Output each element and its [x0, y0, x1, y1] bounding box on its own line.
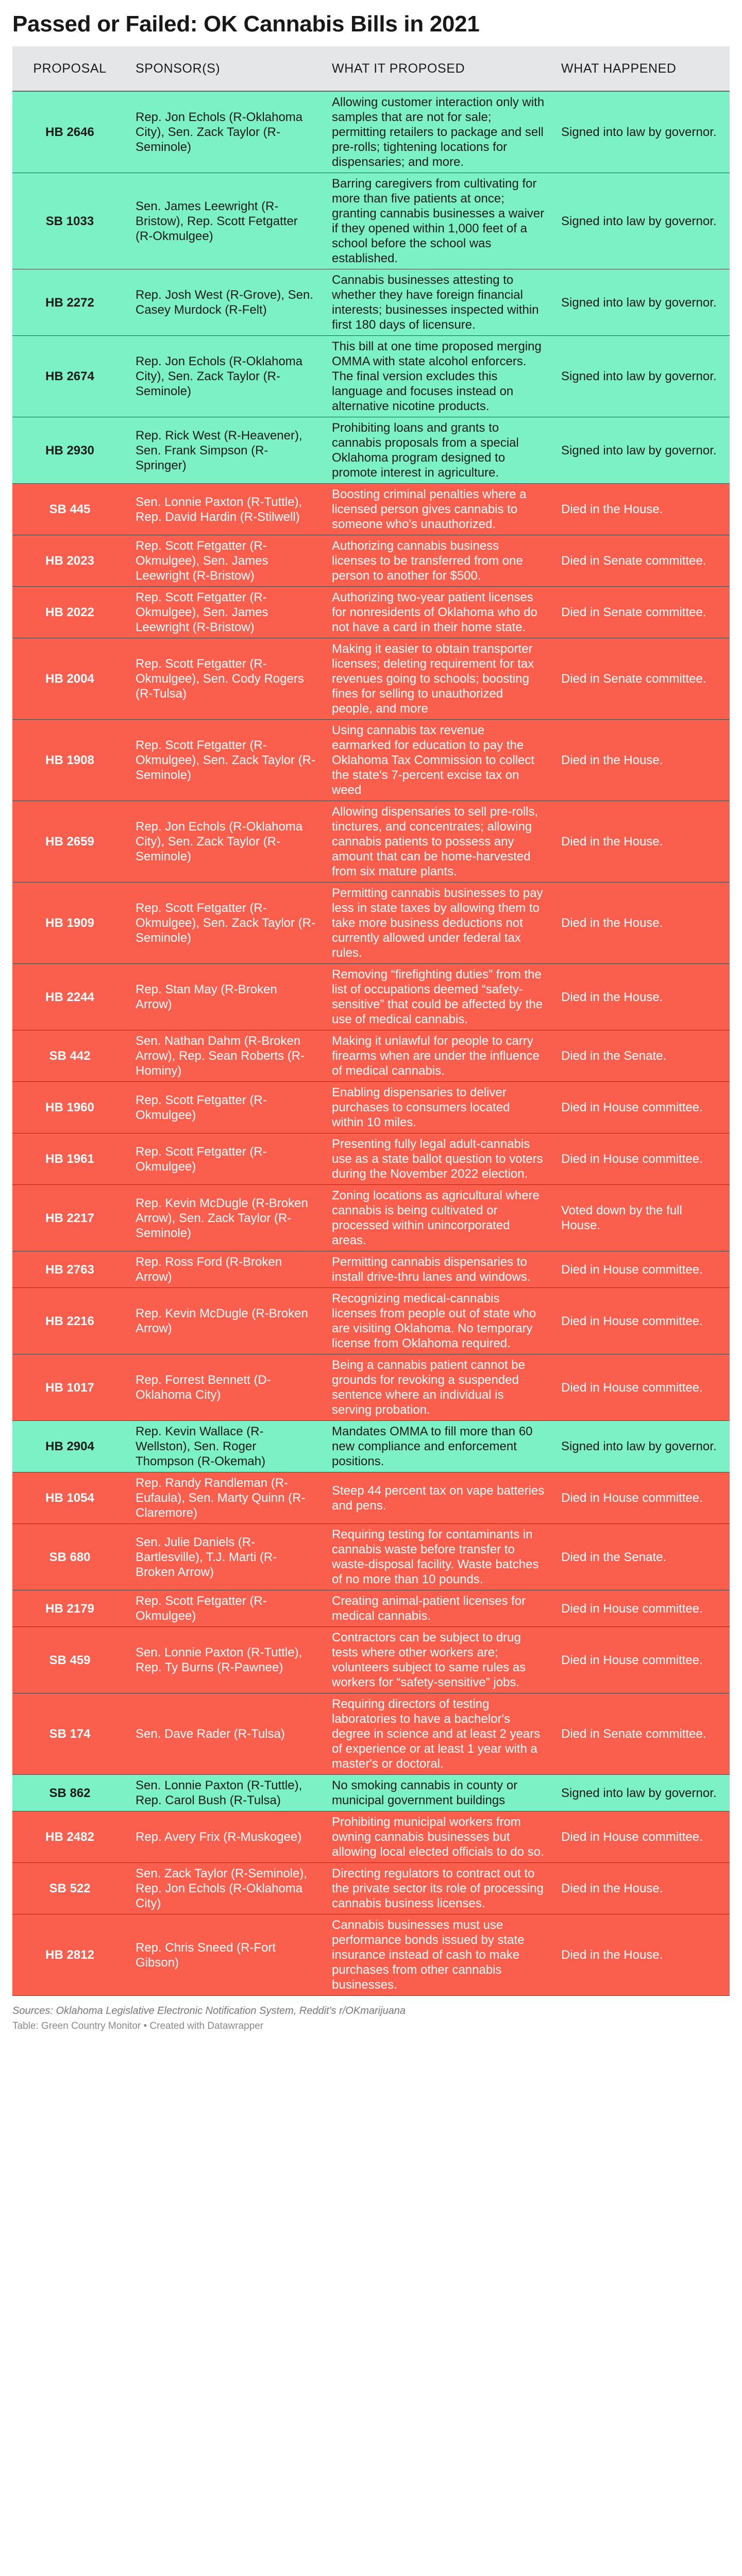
table-row — [12, 1185, 730, 1251]
cell-sponsors: Sen. Julie Daniels (R-Bartlesville), T.J. Marti (R-Broken Arrow) — [127, 1524, 324, 1590]
cell-outcome: Signed into law by governor. — [553, 173, 730, 269]
cell-proposal: HB 2930 — [12, 417, 127, 484]
table-row — [12, 1914, 730, 1996]
cell-outcome: Died in House committee. — [553, 1811, 730, 1863]
cell-proposal: HB 2482 — [12, 1811, 127, 1863]
cell-outcome: Died in House committee. — [553, 1354, 730, 1421]
header-row — [12, 46, 730, 91]
cell-proposal: SB 1033 — [12, 173, 127, 269]
table-row — [12, 484, 730, 535]
bills-table — [12, 46, 730, 1996]
table-body — [12, 91, 730, 1996]
cell-sponsors: Sen. Nathan Dahm (R-Broken Arrow), Rep. Sean Roberts (R-Hominy) — [127, 1030, 324, 1082]
table-row — [12, 1775, 730, 1811]
cell-proposed: Permitting cannabis dispensaries to install drive-thru lanes and windows. — [324, 1251, 553, 1288]
cell-sponsors: Rep. Scott Fetgatter (R-Okmulgee), Sen. James Leewright (R-Bristow) — [127, 535, 324, 587]
cell-sponsors: Rep. Scott Fetgatter (R-Okmulgee), Sen. Zack Taylor (R-Seminole) — [127, 883, 324, 964]
footer-sources: Sources: Oklahoma Legislative Electronic Notification System, Reddit's r/OKmarijuana — [12, 2005, 406, 2016]
cell-proposed: Cannabis businesses attesting to whether they have foreign financial interests; businesses inspected within first 180 days of licensure. — [324, 269, 553, 336]
table-row — [12, 1421, 730, 1472]
page-title: Passed or Failed: OK Cannabis Bills in 2021 — [12, 11, 480, 37]
table-row — [12, 1133, 730, 1185]
cell-proposed: Barring caregivers from cultivating for more than five patients at once; granting cannabis businesses a waiver if they opened within 1,000 feet of a school before the school was established. — [324, 173, 553, 269]
column-header-proposal[interactable]: PROPOSAL — [12, 46, 127, 91]
cell-sponsors: Sen. Lonnie Paxton (R-Tuttle), Rep. David Hardin (R-Stilwell) — [127, 484, 324, 535]
table-row — [12, 91, 730, 173]
table-row — [12, 1082, 730, 1133]
cell-sponsors: Rep. Scott Fetgatter (R-Okmulgee), Sen. Zack Taylor (R-Seminole) — [127, 720, 324, 801]
cell-sponsors: Rep. Chris Sneed (R-Fort Gibson) — [127, 1914, 324, 1996]
cell-outcome: Died in Senate committee. — [553, 638, 730, 720]
cell-proposed: Prohibiting loans and grants to cannabis proposals from a special Oklahoma program designed to promote interest in agriculture. — [324, 417, 553, 484]
cell-outcome: Voted down by the full House. — [553, 1185, 730, 1251]
cell-proposed: Contractors can be subject to drug tests where other workers are; volunteers subject to same rules as workers for “safety-sensitive” jobs. — [324, 1627, 553, 1693]
cell-sponsors: Rep. Forrest Bennett (D-Oklahoma City) — [127, 1354, 324, 1421]
table-row — [12, 720, 730, 801]
cell-proposal: SB 174 — [12, 1693, 127, 1775]
footer-credit: Table: Green Country Monitor • Created with Datawrapper — [12, 2021, 264, 2031]
cell-proposed: Making it unlawful for people to carry firearms when are under the influence of medical cannabis. — [324, 1030, 553, 1082]
cell-proposal: HB 1960 — [12, 1082, 127, 1133]
cell-proposed: Authorizing cannabis business licenses to be transferred from one person to another for $500. — [324, 535, 553, 587]
cell-proposed: Permitting cannabis businesses to pay less in state taxes by allowing them to take more business deductions not currently allowed under federal tax rules. — [324, 883, 553, 964]
table-row — [12, 1590, 730, 1627]
table-row — [12, 1627, 730, 1693]
table-row — [12, 801, 730, 883]
cell-sponsors: Rep. Scott Fetgatter (R-Okmulgee), Sen. Cody Rogers (R-Tulsa) — [127, 638, 324, 720]
cell-sponsors: Rep. Scott Fetgatter (R-Okmulgee) — [127, 1590, 324, 1627]
cell-sponsors: Rep. Stan May (R-Broken Arrow) — [127, 964, 324, 1030]
cell-proposal: HB 1017 — [12, 1354, 127, 1421]
cell-outcome: Signed into law by governor. — [553, 336, 730, 417]
cell-proposed: Requiring directors of testing laboratories to have a bachelor's degree in science and at least 2 years of experience or at least 1 year with a master's or doctoral. — [324, 1693, 553, 1775]
cell-sponsors: Sen. Dave Rader (R-Tulsa) — [127, 1693, 324, 1775]
cell-outcome: Signed into law by governor. — [553, 1775, 730, 1811]
cell-proposed: Steep 44 percent tax on vape batteries and pens. — [324, 1472, 553, 1524]
cell-outcome: Died in the House. — [553, 1863, 730, 1914]
cell-proposed: Presenting fully legal adult-cannabis use as a state ballot question to voters during the November 2022 election. — [324, 1133, 553, 1185]
cell-outcome: Died in the House. — [553, 484, 730, 535]
cell-outcome: Died in House committee. — [553, 1133, 730, 1185]
table-row — [12, 1524, 730, 1590]
cell-proposed: Boosting criminal penalties where a licensed person gives cannabis to someone who's unauthorized. — [324, 484, 553, 535]
cell-proposal: HB 2217 — [12, 1185, 127, 1251]
cell-proposed: Making it easier to obtain transporter licenses; deleting requirement for tax revenues going to schools; boosting fines for selling to unauthorized people, and more — [324, 638, 553, 720]
table-row — [12, 587, 730, 638]
table-row — [12, 1030, 730, 1082]
cell-proposal: HB 2659 — [12, 801, 127, 883]
cell-proposal: SB 445 — [12, 484, 127, 535]
cell-sponsors: Sen. James Leewright (R-Bristow), Rep. Scott Fetgatter (R-Okmulgee) — [127, 173, 324, 269]
cell-proposal: HB 2179 — [12, 1590, 127, 1627]
cell-sponsors: Rep. Scott Fetgatter (R-Okmulgee) — [127, 1133, 324, 1185]
cell-proposal: SB 680 — [12, 1524, 127, 1590]
cell-sponsors: Rep. Kevin McDugle (R-Broken Arrow), Sen. Zack Taylor (R-Seminole) — [127, 1185, 324, 1251]
cell-proposed: Removing “firefighting duties” from the list of occupations deemed “safety-sensitive” that could be affected by the use of medical cannabis. — [324, 964, 553, 1030]
cell-sponsors: Rep. Ross Ford (R-Broken Arrow) — [127, 1251, 324, 1288]
cell-proposed: Mandates OMMA to fill more than 60 new compliance and enforcement positions. — [324, 1421, 553, 1472]
cell-outcome: Died in the House. — [553, 801, 730, 883]
cell-proposed: Directing regulators to contract out to the private sector its role of processing cannabis business licenses. — [324, 1863, 553, 1914]
cell-proposed: No smoking cannabis in county or municipal government buildings — [324, 1775, 553, 1811]
cell-proposed: Cannabis businesses must use performance bonds issued by state insurance instead of cash to make purchases from other cannabis businesses. — [324, 1914, 553, 1996]
cell-sponsors: Sen. Zack Taylor (R-Seminole), Rep. Jon Echols (R-Oklahoma City) — [127, 1863, 324, 1914]
table-header — [12, 46, 730, 91]
cell-proposal: SB 862 — [12, 1775, 127, 1811]
cell-outcome: Died in House committee. — [553, 1590, 730, 1627]
table-row — [12, 535, 730, 587]
cell-outcome: Signed into law by governor. — [553, 417, 730, 484]
cell-outcome: Died in the Senate. — [553, 1030, 730, 1082]
cell-proposal: HB 2022 — [12, 587, 127, 638]
cell-outcome: Died in Senate committee. — [553, 1693, 730, 1775]
cell-sponsors: Rep. Randy Randleman (R-Eufaula), Sen. Marty Quinn (R-Claremore) — [127, 1472, 324, 1524]
cell-sponsors: Rep. Kevin McDugle (R-Broken Arrow) — [127, 1288, 324, 1354]
cell-sponsors: Rep. Jon Echols (R-Oklahoma City), Sen. Zack Taylor (R-Seminole) — [127, 801, 324, 883]
table-row — [12, 964, 730, 1030]
cell-outcome: Died in House committee. — [553, 1082, 730, 1133]
cell-proposal: SB 459 — [12, 1627, 127, 1693]
cell-proposal: HB 2244 — [12, 964, 127, 1030]
column-header-proposed[interactable]: WHAT IT PROPOSED — [324, 46, 553, 91]
table-row — [12, 173, 730, 269]
cell-proposed: Requiring testing for contaminants in cannabis waste before transfer to waste-disposal facility. Waste batches of no more than 10 pounds. — [324, 1524, 553, 1590]
cell-proposed: Recognizing medical-cannabis licenses from people out of state who are visiting Oklahoma. No temporary license from Oklahoma required. — [324, 1288, 553, 1354]
cell-outcome: Signed into law by governor. — [553, 1421, 730, 1472]
table-row — [12, 1693, 730, 1775]
cell-sponsors: Rep. Josh West (R-Grove), Sen. Casey Murdock (R-Felt) — [127, 269, 324, 336]
cell-proposal: HB 2812 — [12, 1914, 127, 1996]
cell-outcome: Died in House committee. — [553, 1251, 730, 1288]
cell-proposed: Being a cannabis patient cannot be grounds for revoking a suspended sentence where an individual is serving probation. — [324, 1354, 553, 1421]
cell-proposed: Allowing dispensaries to sell pre-rolls, tinctures, and concentrates; allowing cannabis patients to possess any amount that can be home-harvested from six mature plants. — [324, 801, 553, 883]
cell-proposed: Authorizing two-year patient licenses for nonresidents of Oklahoma who do not have a card in their home state. — [324, 587, 553, 638]
cell-outcome: Died in Senate committee. — [553, 587, 730, 638]
table-row — [12, 1472, 730, 1524]
table-row — [12, 638, 730, 720]
cell-proposal: HB 1909 — [12, 883, 127, 964]
cell-proposal: HB 2674 — [12, 336, 127, 417]
cell-proposal: HB 2004 — [12, 638, 127, 720]
column-header-outcome[interactable]: WHAT HAPPENED — [553, 46, 730, 91]
cell-outcome: Died in House committee. — [553, 1288, 730, 1354]
cell-sponsors: Sen. Lonnie Paxton (R-Tuttle), Rep. Carol Bush (R-Tulsa) — [127, 1775, 324, 1811]
cell-sponsors: Rep. Scott Fetgatter (R-Okmulgee) — [127, 1082, 324, 1133]
cell-proposal: HB 2763 — [12, 1251, 127, 1288]
cell-proposal: SB 442 — [12, 1030, 127, 1082]
table-row — [12, 1863, 730, 1914]
cell-sponsors: Rep. Scott Fetgatter (R-Okmulgee), Sen. James Leewright (R-Bristow) — [127, 587, 324, 638]
cell-proposed: Allowing customer interaction only with samples that are not for sale; permitting retailers to package and sell pre-rolls; tightening locations for dispensaries; and more. — [324, 91, 553, 173]
cell-proposal: HB 1961 — [12, 1133, 127, 1185]
cell-sponsors: Rep. Avery Frix (R-Muskogee) — [127, 1811, 324, 1863]
cell-outcome: Died in the House. — [553, 1914, 730, 1996]
table-row — [12, 1288, 730, 1354]
cell-proposed: Enabling dispensaries to deliver purchases to consumers located within 10 miles. — [324, 1082, 553, 1133]
table-row — [12, 269, 730, 336]
table-row — [12, 1251, 730, 1288]
table-row — [12, 336, 730, 417]
cell-proposed: Zoning locations as agricultural where cannabis is being cultivated or processed within unincorporated areas. — [324, 1185, 553, 1251]
cell-proposal: HB 1908 — [12, 720, 127, 801]
cell-proposed: Using cannabis tax revenue earmarked for education to pay the Oklahoma Tax Commission to collect the state's 7-percent excise tax on weed — [324, 720, 553, 801]
cell-proposed: This bill at one time proposed merging OMMA with state alcohol enforcers. The final version excludes this language and focuses instead on alternative nicotine products. — [324, 336, 553, 417]
cell-sponsors: Rep. Rick West (R-Heavener), Sen. Frank Simpson (R-Springer) — [127, 417, 324, 484]
cell-proposal: HB 2272 — [12, 269, 127, 336]
cell-sponsors: Sen. Lonnie Paxton (R-Tuttle), Rep. Ty Burns (R-Pawnee) — [127, 1627, 324, 1693]
cell-proposal: HB 2646 — [12, 91, 127, 173]
cell-outcome: Died in the House. — [553, 964, 730, 1030]
table-row — [12, 883, 730, 964]
cell-proposal: HB 2904 — [12, 1421, 127, 1472]
cell-outcome: Died in the House. — [553, 720, 730, 801]
cell-outcome: Signed into law by governor. — [553, 91, 730, 173]
cell-outcome: Died in the House. — [553, 883, 730, 964]
cell-proposal: SB 522 — [12, 1863, 127, 1914]
footer — [12, 1996, 730, 2034]
table-row — [12, 1354, 730, 1421]
cell-sponsors: Rep. Kevin Wallace (R-Wellston), Sen. Roger Thompson (R-Okemah) — [127, 1421, 324, 1472]
cell-sponsors: Rep. Jon Echols (R-Oklahoma City), Sen. Zack Taylor (R-Seminole) — [127, 336, 324, 417]
cell-outcome: Died in House committee. — [553, 1472, 730, 1524]
cell-outcome: Died in House committee. — [553, 1627, 730, 1693]
cell-proposed: Prohibiting municipal workers from owning cannabis businesses but allowing local elected officials to do so. — [324, 1811, 553, 1863]
cell-proposal: HB 1054 — [12, 1472, 127, 1524]
cell-proposed: Creating animal-patient licenses for medical cannabis. — [324, 1590, 553, 1627]
table-row — [12, 1811, 730, 1863]
cell-outcome: Died in the Senate. — [553, 1524, 730, 1590]
cell-proposal: HB 2023 — [12, 535, 127, 587]
cell-outcome: Signed into law by governor. — [553, 269, 730, 336]
cell-sponsors: Rep. Jon Echols (R-Oklahoma City), Sen. Zack Taylor (R-Seminole) — [127, 91, 324, 173]
cell-proposal: HB 2216 — [12, 1288, 127, 1354]
cell-outcome: Died in Senate committee. — [553, 535, 730, 587]
column-header-sponsors[interactable]: SPONSOR(S) — [127, 46, 324, 91]
table-row — [12, 417, 730, 484]
